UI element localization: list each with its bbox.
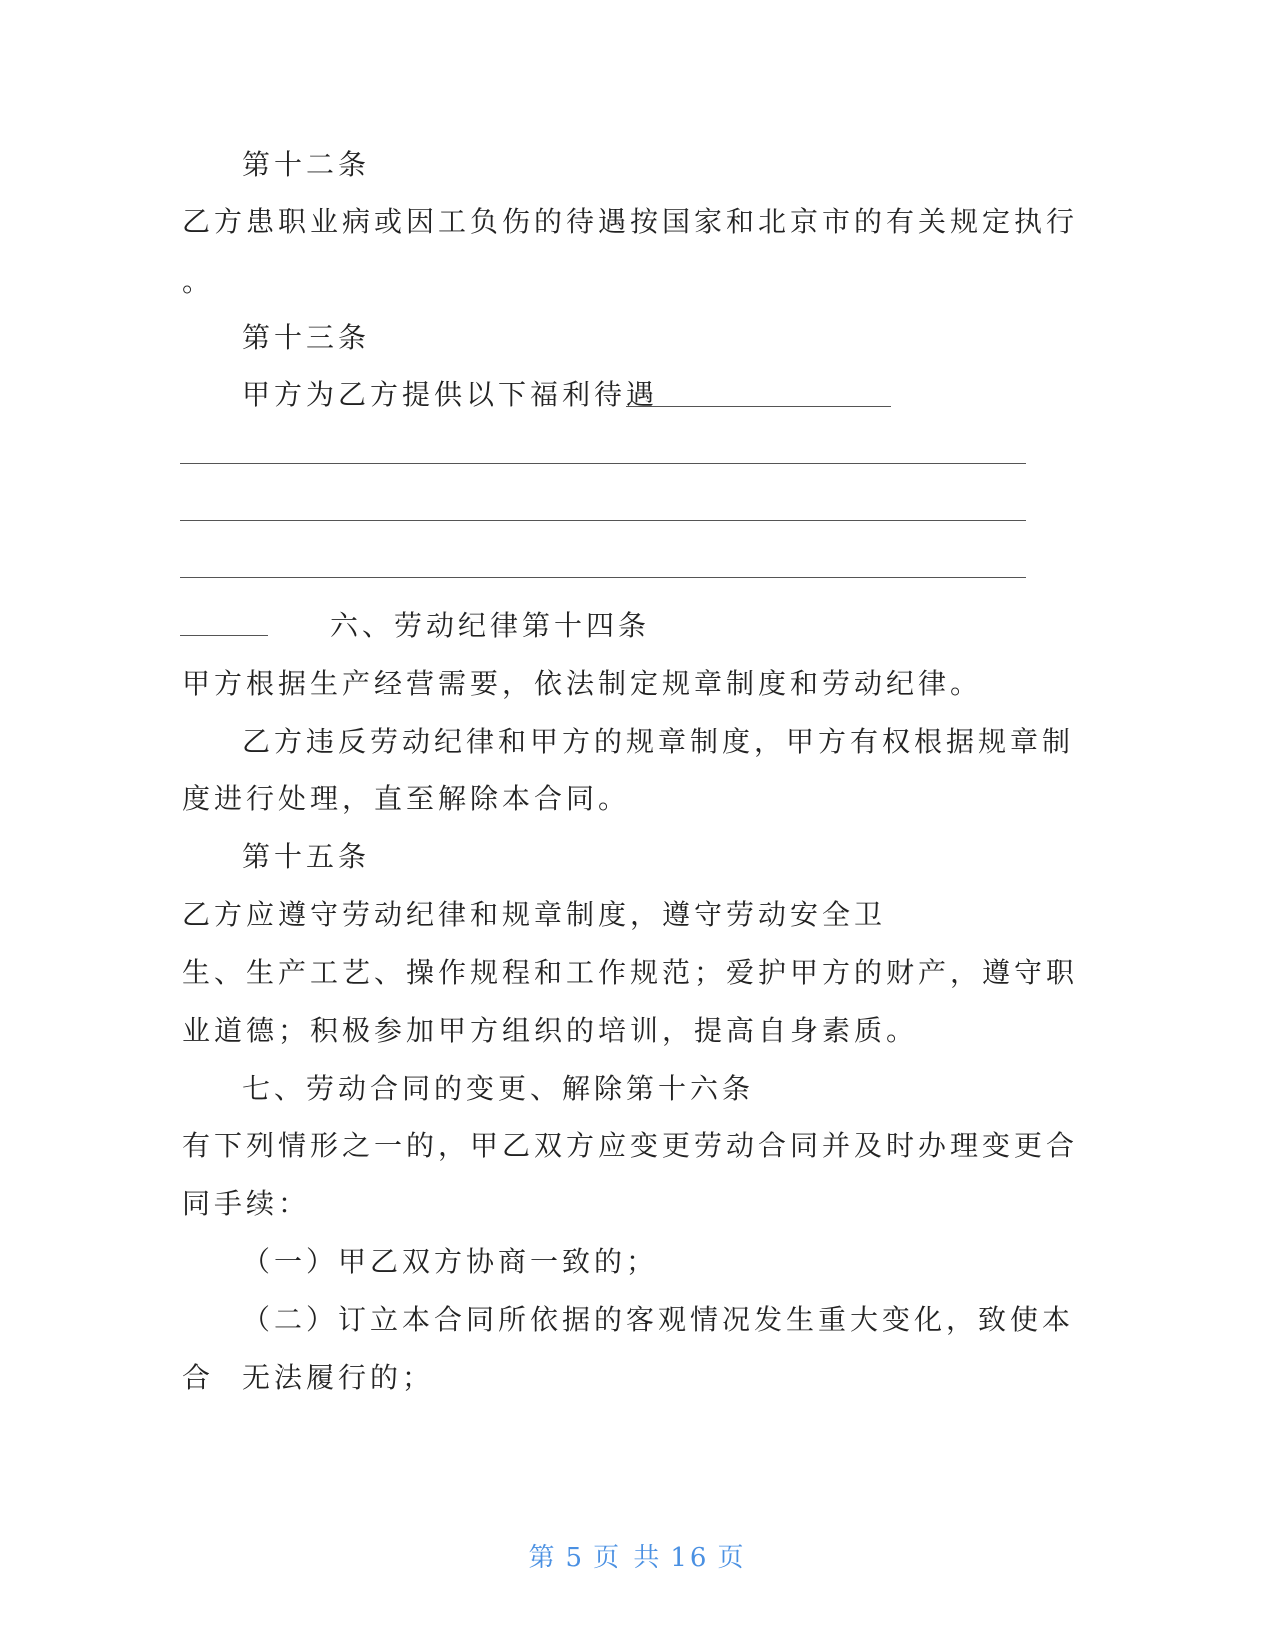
article-15-text: 业道德；积极参加甲方组织的培训，提高自身素质。 — [182, 1014, 919, 1047]
article-15-text: 乙方应遵守劳动纪律和规章制度，遵守劳动安全卫 — [182, 898, 887, 931]
page-footer — [0, 1540, 1275, 1576]
article-16-item-1: （一）甲乙双方协商一致的； — [242, 1245, 659, 1278]
article-16-item-2-cont: 合 — [182, 1361, 215, 1394]
article-14-text: 甲方根据生产经营需要，依法制定规章制度和劳动纪律。 — [182, 667, 983, 700]
article-13-heading: 第十三条 — [242, 321, 371, 354]
footer-prefix: 第 — [528, 1543, 558, 1573]
footer-page-number: 5 — [565, 1543, 586, 1573]
welfare-blank-line — [180, 577, 1026, 578]
article-16-item-2: （二）订立本合同所依据的客观情况发生重大变化，致使本 — [242, 1303, 1075, 1336]
article-16-text: 同手续： — [182, 1187, 311, 1220]
footer-total-pages: 16 — [670, 1543, 710, 1573]
welfare-blank-line — [180, 463, 1026, 464]
footer-suffix: 页 — [717, 1543, 747, 1573]
article-15-heading: 第十五条 — [242, 840, 371, 873]
section-6-heading: 六、劳动纪律第十四条 — [330, 609, 651, 642]
article-14-text: 乙方违反劳动纪律和甲方的规章制度，甲方有权根据规章制 — [242, 725, 1075, 758]
section-7-heading: 七、劳动合同的变更、解除第十六条 — [242, 1072, 755, 1105]
footer-middle: 页 共 — [593, 1543, 663, 1573]
article-15-text: 生、生产工艺、操作规程和工作规范；爱护甲方的财产，遵守职 — [182, 956, 1079, 989]
welfare-blank-line — [626, 406, 891, 407]
article-14-text: 度进行处理，直至解除本合同。 — [182, 782, 631, 815]
welfare-blank-line — [180, 520, 1026, 521]
article-12-text-end: 。 — [182, 265, 215, 298]
article-13-text: 甲方为乙方提供以下福利待遇 — [242, 378, 659, 411]
article-12-heading: 第十二条 — [242, 148, 371, 181]
article-12-text: 乙方患职业病或因工负伤的待遇按国家和北京市的有关规定执行 — [182, 205, 1079, 238]
article-16-text: 有下列情形之一的，甲乙双方应变更劳动合同并及时办理变更合 — [182, 1129, 1079, 1162]
article-16-item-2-cont: 无法履行的； — [242, 1361, 435, 1394]
welfare-blank-line — [180, 635, 268, 636]
